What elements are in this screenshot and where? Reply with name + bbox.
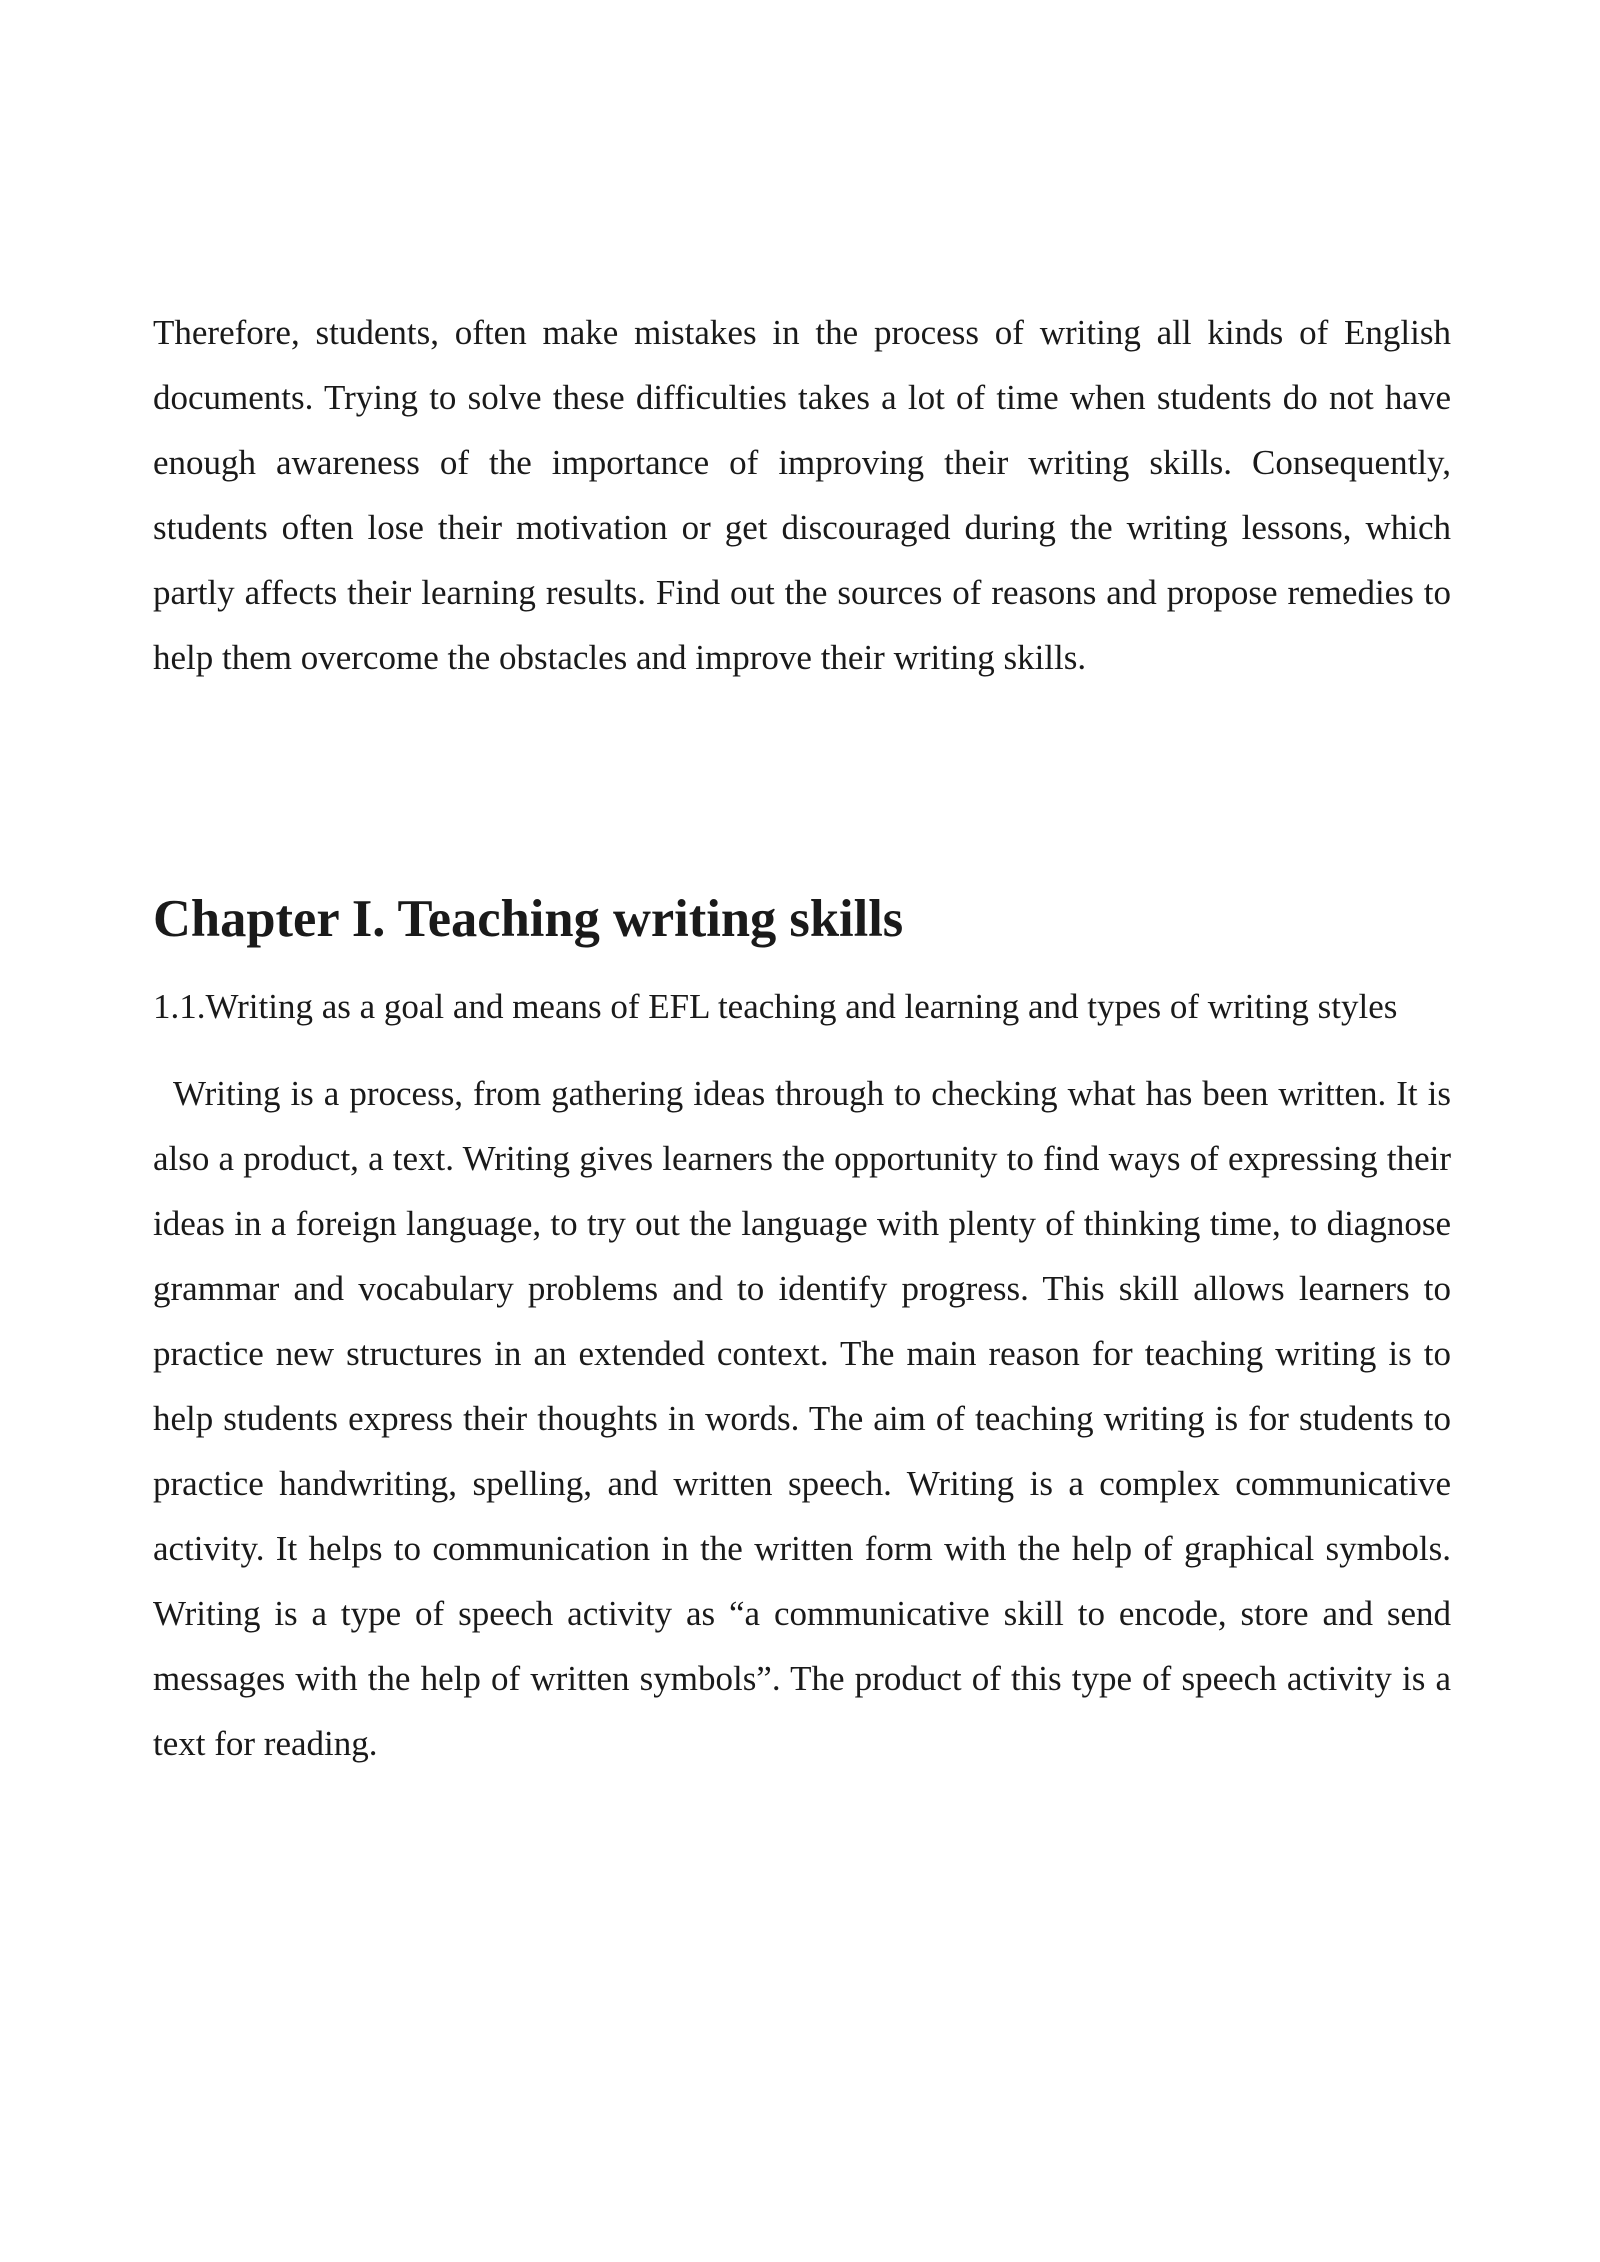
- body-paragraph: Writing is a process, from gathering ideas through to checking what has been written. It is also a product, a text. Writing gives learners the opportunity to find ways of expressing their ideas in a foreign language, to try out the language with plenty of thinking time, to diagnose grammar and vocabulary problems and to identify progress. This skill allows learners to practice new structures in an extended context. The main reason for teaching writing is to help students express their thoughts in words. The aim of teaching writing is for students to practice handwriting, spelling, and written speech. Writing is a complex communicative activity. It helps to communication in the written form with the help of graphical symbols. Writing is a type of speech activity as “a communicative skill to encode, store and send messages with the help of written symbols”. The product of this type of speech activity is a text for reading.: [153, 1074, 1451, 1763]
- document-body: [153, 300, 1451, 1776]
- chapter-title: Chapter I. Teaching writing skills: [153, 890, 904, 948]
- section-title: 1.1.Writing as a goal and means of EFL teaching and learning and types of writing styles: [153, 987, 1398, 1026]
- intro-paragraph: Therefore, students, often make mistakes in the process of writing all kinds of English documents. Trying to solve these difficulties takes a lot of time when students do not have enough awareness of the importance of improving their writing skills. Consequently, students often lose their motivation or get discouraged during the writing lessons, which partly affects their learning results. Find out the sources of reasons and propose remedies to help them overcome the obstacles and improve their writing skills.: [153, 313, 1451, 677]
